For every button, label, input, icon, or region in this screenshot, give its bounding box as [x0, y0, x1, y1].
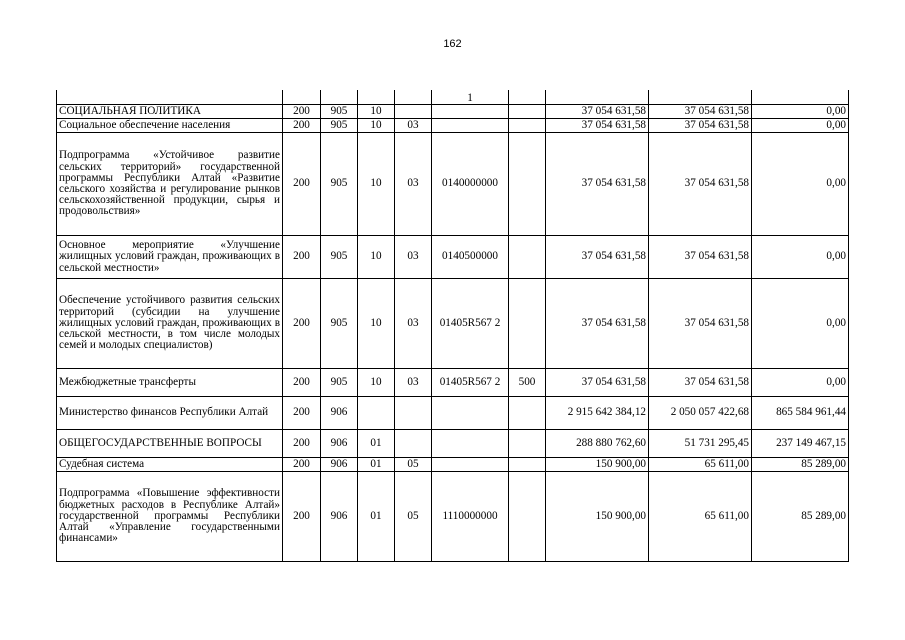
amount-executed: 65 611,00: [649, 458, 752, 472]
target-article-code: [432, 430, 509, 458]
row-name: ОБЩЕГОСУДАРСТВЕННЫЕ ВОПРОСЫ: [57, 430, 283, 458]
dept-code: 905: [321, 105, 358, 119]
row-name: Подпрограмма «Устойчивое развитие сельских территорий» государственной программы Республики Алтай «Развитие сельского хозяйства и регулирование рынков сельскохозяйственной продукции, сырья и продовольствия»: [57, 133, 283, 236]
amount-remaining: 0,00: [752, 105, 849, 119]
subsection-code: 03: [395, 236, 432, 279]
admin-code: 200: [283, 430, 321, 458]
amount-planned: 150 900,00: [546, 458, 649, 472]
budget-table: [56, 90, 849, 562]
subsection-code: [395, 105, 432, 119]
amount-executed: 37 054 631,58: [649, 236, 752, 279]
row-name: Социальное обеспечение населения: [57, 119, 283, 133]
target-article-code: [432, 105, 509, 119]
target-article-code: [432, 397, 509, 430]
row-name: Межбюджетные трансферты: [57, 369, 283, 397]
section-code: 01: [358, 458, 395, 472]
amount-remaining: 0,00: [752, 369, 849, 397]
subsection-code: 03: [395, 279, 432, 369]
section-code: 10: [358, 236, 395, 279]
target-article-code: 01405R567 2: [432, 369, 509, 397]
section-code: 01: [358, 430, 395, 458]
section-code: [358, 397, 395, 430]
page-number: 162: [443, 38, 462, 50]
header-row: [57, 90, 849, 105]
admin-code: 200: [283, 458, 321, 472]
amount-executed: 2 050 057 422,68: [649, 397, 752, 430]
admin-code: 200: [283, 279, 321, 369]
dept-code: 905: [321, 279, 358, 369]
row-name: Обеспечение устойчивого развития сельских территорий (субсидии на улучшение жилищных условий граждан, проживающих в сельской местности, в том числе молодых семей и молодых специалистов): [57, 279, 283, 369]
subsection-code: 05: [395, 458, 432, 472]
section-code: 10: [358, 279, 395, 369]
amount-remaining: 0,00: [752, 133, 849, 236]
dept-code: 906: [321, 472, 358, 562]
expense-type-code: [509, 236, 546, 279]
amount-executed: 65 611,00: [649, 472, 752, 562]
admin-code: 200: [283, 105, 321, 119]
section-code: 10: [358, 119, 395, 133]
row-name: Основное мероприятие «Улучшение жилищных условий граждан, проживающих в сельской местности»: [57, 236, 283, 279]
table-row: [57, 397, 849, 430]
amount-planned: 37 054 631,58: [546, 279, 649, 369]
expense-type-code: [509, 279, 546, 369]
dept-code: 906: [321, 397, 358, 430]
table-row: [57, 369, 849, 397]
table-row: [57, 119, 849, 133]
row-name: СОЦИАЛЬНАЯ ПОЛИТИКА: [57, 105, 283, 119]
dept-code: 906: [321, 430, 358, 458]
amount-executed: 37 054 631,58: [649, 105, 752, 119]
section-code: 01: [358, 472, 395, 562]
subsection-code: 03: [395, 133, 432, 236]
table-row: [57, 458, 849, 472]
expense-type-code: [509, 430, 546, 458]
amount-remaining: 0,00: [752, 279, 849, 369]
target-article-code: 1110000000: [432, 472, 509, 562]
amount-planned: 37 054 631,58: [546, 133, 649, 236]
subsection-code: 03: [395, 119, 432, 133]
amount-planned: 37 054 631,58: [546, 119, 649, 133]
subsection-code: [395, 397, 432, 430]
target-article-code: 0140500000: [432, 236, 509, 279]
section-code: 10: [358, 105, 395, 119]
dept-code: 905: [321, 119, 358, 133]
amount-remaining: 85 289,00: [752, 458, 849, 472]
table-row: [57, 133, 849, 236]
expense-type-code: [509, 397, 546, 430]
amount-remaining: 237 149 467,15: [752, 430, 849, 458]
amount-remaining: 865 584 961,44: [752, 397, 849, 430]
table-row: [57, 236, 849, 279]
amount-planned: 37 054 631,58: [546, 236, 649, 279]
amount-executed: 51 731 295,45: [649, 430, 752, 458]
dept-code: 906: [321, 458, 358, 472]
amount-executed: 37 054 631,58: [649, 369, 752, 397]
amount-remaining: 0,00: [752, 236, 849, 279]
amount-planned: 2 915 642 384,12: [546, 397, 649, 430]
admin-code: 200: [283, 133, 321, 236]
target-article-code: [432, 458, 509, 472]
amount-planned: 37 054 631,58: [546, 105, 649, 119]
expense-type-code: [509, 119, 546, 133]
target-article-code: 01405R567 2: [432, 279, 509, 369]
row-name: Судебная система: [57, 458, 283, 472]
row-name: Подпрограмма «Повышение эффективности бюджетных расходов в Республике Алтай» государственной программы Республики Алтай «Управление государственными финансами»: [57, 472, 283, 562]
section-code: 10: [358, 369, 395, 397]
expense-type-code: 500: [509, 369, 546, 397]
table-row: [57, 279, 849, 369]
amount-remaining: 85 289,00: [752, 472, 849, 562]
admin-code: 200: [283, 472, 321, 562]
dept-code: 905: [321, 133, 358, 236]
column-number-label: 1: [432, 90, 509, 105]
table-row: [57, 430, 849, 458]
admin-code: 200: [283, 369, 321, 397]
target-article-code: [432, 119, 509, 133]
expense-type-code: [509, 105, 546, 119]
amount-executed: 37 054 631,58: [649, 119, 752, 133]
amount-planned: 288 880 762,60: [546, 430, 649, 458]
admin-code: 200: [283, 119, 321, 133]
subsection-code: 05: [395, 472, 432, 562]
dept-code: 905: [321, 369, 358, 397]
row-name: Министерство финансов Республики Алтай: [57, 397, 283, 430]
section-code: 10: [358, 133, 395, 236]
expense-type-code: [509, 472, 546, 562]
expense-type-code: [509, 133, 546, 236]
amount-remaining: 0,00: [752, 119, 849, 133]
table-row: [57, 105, 849, 119]
subsection-code: [395, 430, 432, 458]
admin-code: 200: [283, 397, 321, 430]
expense-type-code: [509, 458, 546, 472]
target-article-code: 0140000000: [432, 133, 509, 236]
dept-code: 905: [321, 236, 358, 279]
admin-code: 200: [283, 236, 321, 279]
subsection-code: 03: [395, 369, 432, 397]
amount-executed: 37 054 631,58: [649, 133, 752, 236]
amount-executed: 37 054 631,58: [649, 279, 752, 369]
amount-planned: 150 900,00: [546, 472, 649, 562]
amount-planned: 37 054 631,58: [546, 369, 649, 397]
table-row: [57, 472, 849, 562]
